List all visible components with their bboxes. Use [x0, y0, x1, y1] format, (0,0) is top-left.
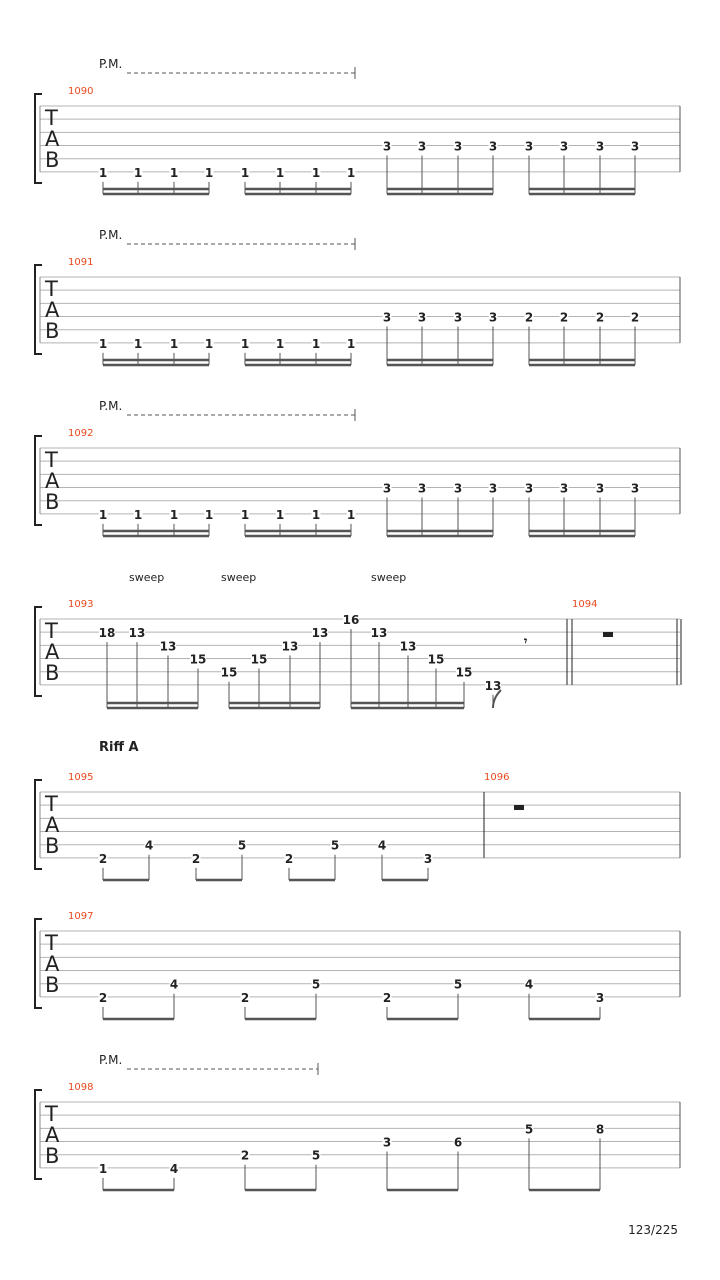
measure-number: 1095 [68, 772, 94, 783]
fret-number: 15 [189, 652, 207, 667]
fret-number: 1 [240, 165, 250, 180]
tab-clef-b: B [45, 834, 60, 858]
tab-clef-a: A [45, 127, 60, 151]
staff-bracket [35, 780, 42, 869]
staff-bracket [35, 1090, 42, 1179]
tab-clef-b: B [45, 490, 60, 514]
fret-number: 3 [488, 310, 498, 325]
fret-number: 1 [169, 336, 179, 351]
fret-number: 2 [524, 310, 534, 325]
fret-number: 2 [284, 851, 294, 866]
fret-number: 13 [484, 678, 502, 693]
fret-number: 2 [240, 1148, 250, 1163]
fret-number: 6 [453, 1135, 463, 1150]
fret-number: 3 [423, 851, 433, 866]
fret-number: 3 [595, 139, 605, 154]
fret-number: 3 [524, 481, 534, 496]
fret-number: 3 [382, 1135, 392, 1150]
fret-number: 1 [169, 165, 179, 180]
tab-clef-t: T [45, 106, 58, 130]
staff-bracket [35, 94, 42, 183]
fret-number: 3 [382, 139, 392, 154]
fret-number: 13 [281, 639, 299, 654]
fret-number: 15 [220, 665, 238, 680]
fret-number: 3 [630, 139, 640, 154]
fret-number: 3 [453, 310, 463, 325]
palm-mute-label: P.M. [99, 228, 123, 242]
fret-number: 2 [98, 990, 108, 1005]
fret-number: 1 [204, 507, 214, 522]
fret-number: 2 [630, 310, 640, 325]
fret-number: 1 [275, 336, 285, 351]
tab-clef-a: A [45, 298, 60, 322]
fret-number: 13 [370, 626, 388, 641]
fret-number: 2 [240, 990, 250, 1005]
fret-number: 15 [250, 652, 268, 667]
tab-clef-a: A [45, 952, 60, 976]
fret-number: 3 [417, 310, 427, 325]
tab-clef-t: T [45, 619, 58, 643]
fret-number: 1 [204, 165, 214, 180]
fret-number: 1 [240, 336, 250, 351]
page-number: 123/225 [628, 1223, 678, 1237]
measure-number: 1092 [68, 428, 94, 439]
fret-number: 15 [455, 665, 473, 680]
fret-number: 1 [98, 1161, 108, 1176]
fret-number: 4 [169, 977, 179, 992]
fret-number: 3 [595, 990, 605, 1005]
tab-clef-t: T [45, 931, 58, 955]
fret-number: 4 [144, 838, 154, 853]
section-label: Riff A [99, 740, 139, 755]
fret-number: 5 [237, 838, 247, 853]
measure-number: 1090 [68, 86, 94, 97]
fret-number: 5 [330, 838, 340, 853]
fret-number: 18 [98, 626, 116, 641]
tab-clef-b: B [45, 319, 60, 343]
fret-number: 4 [524, 977, 534, 992]
fret-number: 2 [382, 990, 392, 1005]
fret-number: 13 [399, 639, 417, 654]
tab-clef-b: B [45, 148, 60, 172]
measure-number: 1091 [68, 257, 94, 268]
fret-number: 3 [382, 481, 392, 496]
tab-clef-b: B [45, 973, 60, 997]
fret-number: 3 [453, 139, 463, 154]
fret-number: 3 [488, 481, 498, 496]
tab-clef-b: B [45, 661, 60, 685]
fret-number: 1 [240, 507, 250, 522]
fret-number: 5 [524, 1122, 534, 1137]
fret-number: 3 [559, 481, 569, 496]
half-rest [514, 805, 524, 810]
fret-number: 3 [595, 481, 605, 496]
fret-number: 3 [453, 481, 463, 496]
fret-number: 1 [133, 165, 143, 180]
measure-number: 1097 [68, 911, 94, 922]
measure-number: 1098 [68, 1082, 94, 1093]
tab-clef-t: T [45, 1102, 58, 1126]
fret-number: 4 [169, 1161, 179, 1176]
tab-clef-b: B [45, 1144, 60, 1168]
fret-number: 3 [559, 139, 569, 154]
fret-number: 3 [524, 139, 534, 154]
fret-number: 13 [311, 626, 329, 641]
fret-number: 5 [311, 1148, 321, 1163]
sweep-label: sweep [221, 571, 257, 584]
half-rest [603, 632, 613, 637]
fret-number: 1 [311, 165, 321, 180]
fret-number: 2 [595, 310, 605, 325]
fret-number: 2 [98, 851, 108, 866]
fret-number: 1 [311, 507, 321, 522]
fret-number: 1 [169, 507, 179, 522]
fret-number: 1 [346, 507, 356, 522]
eighth-rest: 𝄾 [524, 634, 528, 648]
fret-number: 16 [342, 613, 360, 627]
fret-number: 1 [133, 336, 143, 351]
fret-number: 1 [275, 165, 285, 180]
fret-number: 5 [311, 977, 321, 992]
tab-clef-a: A [45, 813, 60, 837]
measure-number: 1094 [572, 599, 598, 610]
tab-clef-a: A [45, 469, 60, 493]
fret-number: 3 [382, 310, 392, 325]
measure-number: 1093 [68, 599, 94, 610]
fret-number: 1 [311, 336, 321, 351]
fret-number: 4 [377, 838, 387, 853]
fret-number: 1 [275, 507, 285, 522]
fret-number: 1 [204, 336, 214, 351]
fret-number: 15 [427, 652, 445, 667]
tab-clef-a: A [45, 640, 60, 664]
staff-bracket [35, 436, 42, 525]
fret-number: 1 [133, 507, 143, 522]
palm-mute-label: P.M. [99, 399, 123, 413]
fret-number: 13 [128, 626, 146, 641]
fret-number: 1 [98, 507, 108, 522]
sweep-label: sweep [371, 571, 407, 584]
fret-number: 5 [453, 977, 463, 992]
tab-clef-t: T [45, 792, 58, 816]
measure-number: 1096 [484, 772, 510, 783]
staff-bracket [35, 919, 42, 1008]
fret-number: 2 [191, 851, 201, 866]
fret-number: 1 [98, 165, 108, 180]
palm-mute-label: P.M. [99, 1053, 123, 1067]
palm-mute-label: P.M. [99, 57, 123, 71]
staff-bracket [35, 265, 42, 354]
fret-number: 13 [159, 639, 177, 654]
tab-clef-t: T [45, 448, 58, 472]
fret-number: 3 [417, 481, 427, 496]
fret-number: 3 [488, 139, 498, 154]
fret-number: 2 [559, 310, 569, 325]
tab-clef-t: T [45, 277, 58, 301]
fret-number: 3 [417, 139, 427, 154]
fret-number: 3 [630, 481, 640, 496]
fret-number: 1 [98, 336, 108, 351]
staff-bracket [35, 607, 42, 696]
fret-number: 1 [346, 336, 356, 351]
sweep-label: sweep [129, 571, 165, 584]
tab-clef-a: A [45, 1123, 60, 1147]
fret-number: 1 [346, 165, 356, 180]
fret-number: 8 [595, 1122, 605, 1137]
